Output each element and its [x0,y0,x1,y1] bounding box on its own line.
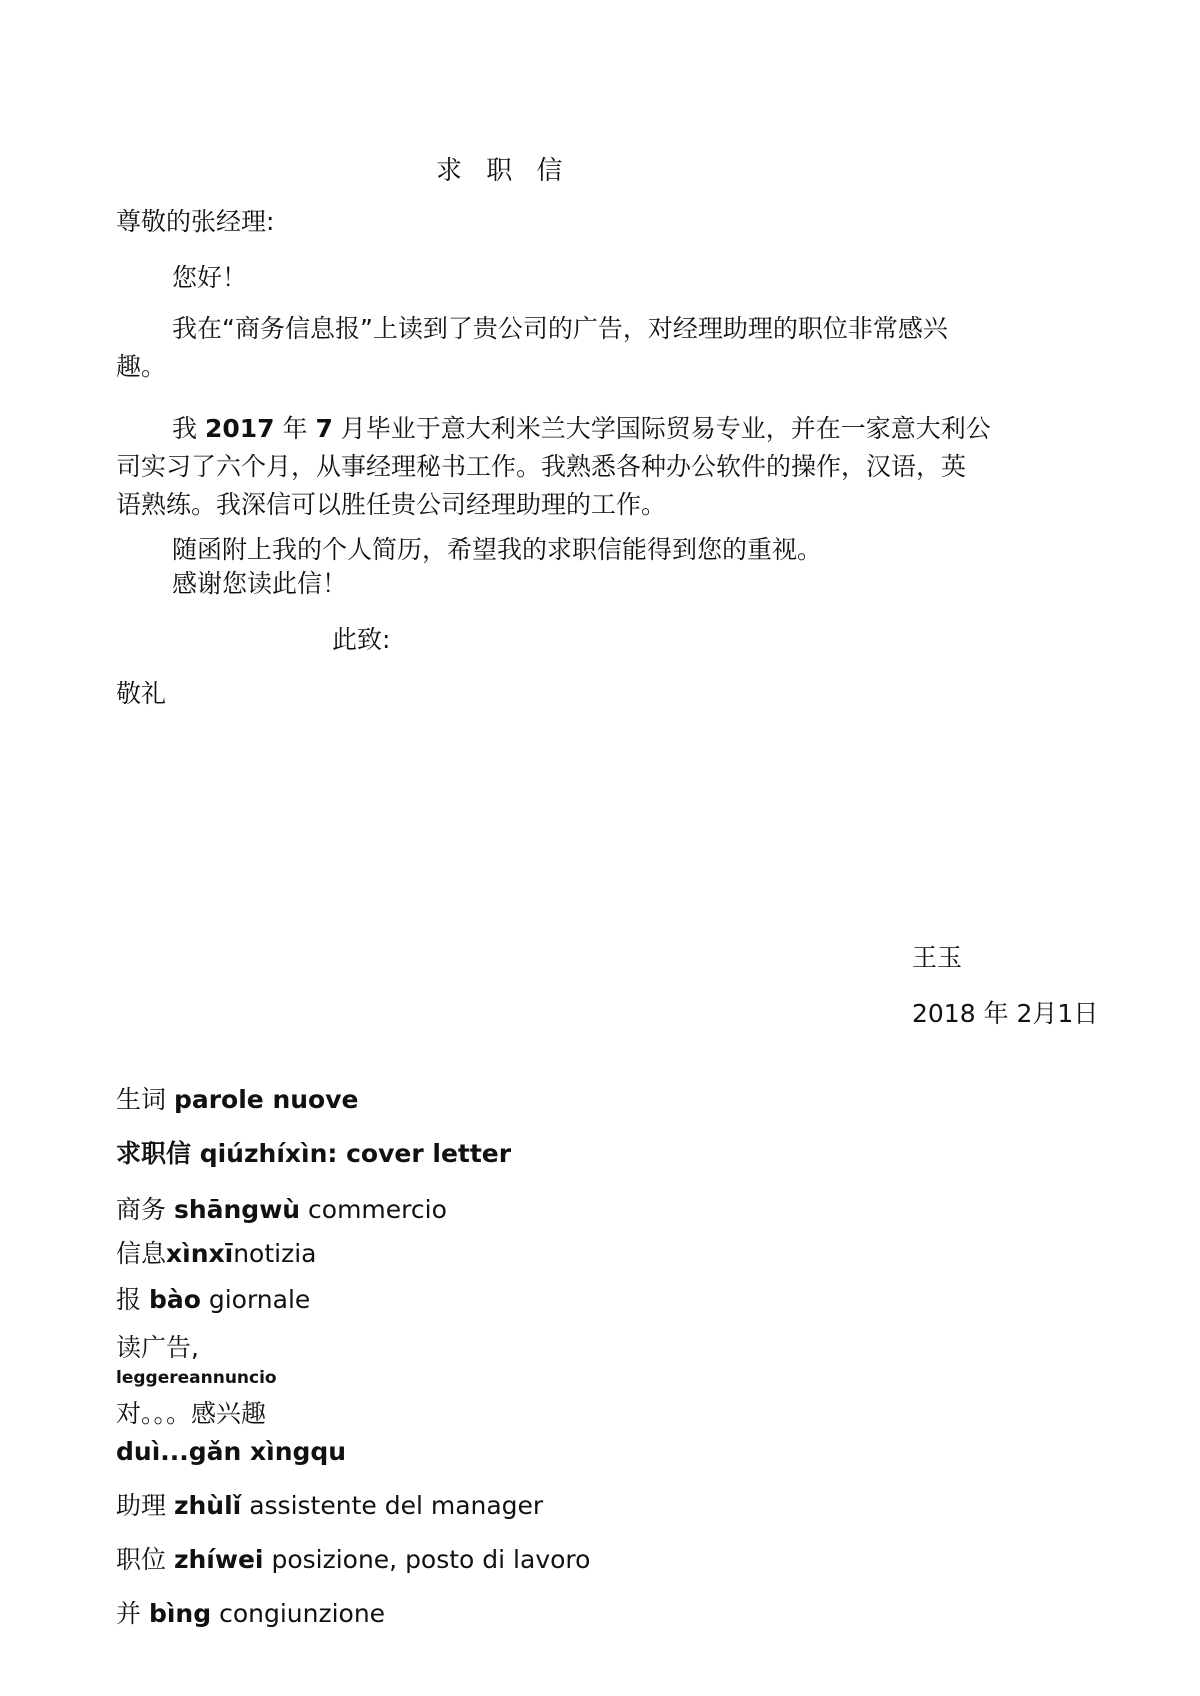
vocab-item-gan-xingqu: 对。。。感兴趣 [116,1399,267,1428]
vocab-item-du-guanggao [116,1332,199,1364]
para1-line2: 趣。 [116,352,167,381]
letter-signature: 王玉 [912,943,963,972]
vocab-pinyin: zhíwei [173,1545,264,1574]
letter-paragraph-3: 随函附上我的个人简历，希望我的求职信能得到您的重视。 [172,535,823,564]
para2-line2: 司实习了六个月，从事经理秘书工作。我熟悉各种办公软件的操作，汉语，英 [116,452,967,481]
vocab-meaning: posizione, posto di lavoro [263,1545,591,1574]
letter-paragraph-2 [116,410,991,524]
vocab-meaning: assistente del manager [241,1491,544,1520]
vocab-pinyin: bìng [148,1599,212,1628]
vocab-item-cover-letter [116,1138,511,1170]
vocab-item-shangwu [116,1194,447,1226]
vocab-zh: 助理 [116,1491,174,1520]
vocab-heading-zh: 生词 [116,1085,174,1114]
para2-year: 2017 [204,414,275,443]
vocab-pinyin: qiúzhíxìn: [191,1139,338,1168]
vocab-meaning: giornale [200,1285,311,1314]
vocab-item-bao [116,1284,310,1316]
vocab-heading-it: parole nuove [173,1085,359,1114]
letter-closing-2: 敬礼 [116,679,167,708]
vocab-item-zhiwei [116,1544,590,1576]
para2-line3: 语熟练。我深信可以胜任贵公司经理助理的工作。 [116,490,667,519]
vocab-item-gan-xingqu-pinyin: duì...gǎn xìngqu [116,1437,347,1466]
vocab-pinyin: zhùlǐ [173,1491,242,1520]
vocab-zh: 商务 [116,1195,174,1224]
vocab-pinyin: xìnxī [166,1239,234,1268]
para2-month: 7 [315,414,333,443]
letter-title: 求 职 信 [436,156,571,186]
vocab-item-bing [116,1598,385,1630]
letter-date: 2018 年 2月1日 [912,999,1099,1028]
vocab-meaning: congiunzione [211,1599,386,1628]
vocab-zh: 求职信 [116,1139,192,1168]
vocab-zh: 职位 [116,1545,174,1574]
vocab-zh: 并 [116,1599,149,1628]
para2-c: 月毕业于意大利米兰大学国际贸易专业，并在一家意大利公 [332,414,991,443]
vocab-zh: 读广告, [116,1333,199,1362]
letter-greeting: 尊敬的张经理: [116,207,275,236]
vocab-pinyin: shāngwù [173,1195,301,1224]
letter-closing-1: 此致: [332,625,391,654]
vocab-zh: 报 [116,1285,149,1314]
para2-a: 我 [172,414,205,443]
vocab-heading [116,1084,358,1116]
letter-paragraph-1 [116,310,948,386]
para1-line1: 我在“商务信息报”上读到了贵公司的广告，对经理助理的职位非常感兴 [172,314,948,343]
para2-b: 年 [274,414,316,443]
letter-hello: 您好！ [172,263,248,292]
vocab-meaning: commercio [300,1195,447,1224]
vocab-item-du-guanggao-meaning: leggereannuncio [116,1368,277,1388]
letter-paragraph-4: 感谢您读此信！ [172,569,348,598]
vocab-pinyin: bào [148,1285,201,1314]
vocab-meaning: cover letter [337,1139,512,1168]
vocab-zh: 信息 [116,1239,167,1268]
vocab-meaning: notizia [233,1239,317,1268]
vocab-item-xinxi [116,1238,316,1270]
vocab-item-zhuli [116,1490,543,1522]
